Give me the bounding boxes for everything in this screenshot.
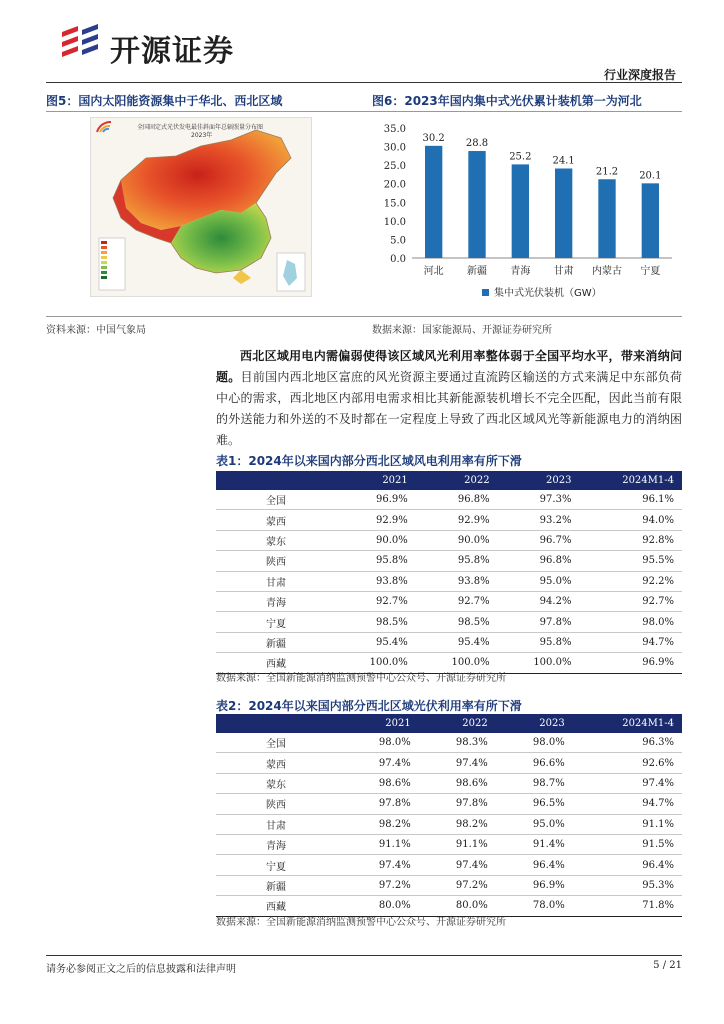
value-cell: 97.3%	[498, 490, 580, 510]
value-cell: 94.7%	[579, 632, 682, 652]
region-cell: 蒙东	[216, 530, 334, 550]
table-row	[216, 753, 682, 773]
value-cell: 92.9%	[416, 510, 498, 530]
value-cell: 96.9%	[334, 490, 416, 510]
value-cell: 96.6%	[496, 753, 573, 773]
value-cell: 96.4%	[496, 855, 573, 875]
value-cell: 90.0%	[334, 530, 416, 550]
value-cell: 96.3%	[573, 733, 682, 753]
value-cell: 100.0%	[334, 653, 416, 673]
page-number: 5 / 21	[653, 960, 682, 971]
table-row	[216, 773, 682, 793]
bar	[468, 151, 485, 258]
value-cell: 93.8%	[416, 571, 498, 591]
region-cell: 陕西	[216, 551, 334, 571]
value-cell: 90.0%	[416, 530, 498, 550]
value-cell: 92.7%	[334, 591, 416, 611]
value-cell: 95.3%	[573, 875, 682, 895]
region-cell: 蒙西	[216, 753, 342, 773]
region-cell: 全国	[216, 733, 342, 753]
value-cell: 95.8%	[498, 632, 580, 652]
table-row	[216, 875, 682, 895]
legend-label: 集中式光伏装机（GW）	[494, 288, 602, 299]
value-cell: 98.6%	[342, 773, 419, 793]
region-cell: 西藏	[216, 896, 342, 916]
value-cell: 92.2%	[579, 571, 682, 591]
figure-title-divider	[46, 111, 682, 112]
paragraph-lead: 西北区域用电内需偏弱使得该区域风光利用率整体弱于全国平均水平，带来消纳问题。	[216, 349, 682, 384]
bar	[425, 146, 442, 258]
y-tick-label: 35.0	[383, 124, 406, 135]
table1-source: 数据来源：全国新能源消纳监测预警中心公众号、开源证券研究所	[216, 673, 506, 684]
value-cell: 97.4%	[573, 773, 682, 793]
company-logo	[58, 22, 102, 62]
value-cell: 97.4%	[419, 753, 496, 773]
value-cell: 96.8%	[498, 551, 580, 571]
legend-swatch	[482, 289, 489, 296]
value-cell: 95.0%	[496, 814, 573, 834]
data-label: 25.2	[509, 151, 532, 163]
x-tick-label: 新疆	[467, 266, 487, 277]
value-cell: 91.4%	[496, 834, 573, 854]
table-row	[216, 834, 682, 854]
data-label: 24.1	[552, 155, 575, 167]
solar-utilization-table	[216, 714, 682, 917]
bar	[642, 183, 659, 258]
table-row	[216, 551, 682, 571]
column-header: 2022	[419, 714, 496, 733]
column-header	[216, 471, 334, 490]
column-header	[216, 714, 342, 733]
table-row	[216, 632, 682, 652]
value-cell: 92.7%	[416, 591, 498, 611]
value-cell: 97.2%	[342, 875, 419, 895]
value-cell: 98.3%	[419, 733, 496, 753]
region-cell: 新疆	[216, 875, 342, 895]
table-row	[216, 510, 682, 530]
region-cell: 全国	[216, 490, 334, 510]
value-cell: 98.2%	[342, 814, 419, 834]
y-tick-label: 10.0	[383, 216, 406, 228]
solar-resource-map	[90, 117, 312, 297]
value-cell: 98.0%	[342, 733, 419, 753]
value-cell: 96.8%	[416, 490, 498, 510]
column-header: 2023	[496, 714, 573, 733]
table-row	[216, 612, 682, 632]
value-cell: 98.7%	[496, 773, 573, 793]
value-cell: 96.9%	[579, 653, 682, 673]
data-label: 30.2	[422, 132, 445, 144]
value-cell: 91.1%	[573, 814, 682, 834]
paragraph-text: 目前国内西北地区富庶的风光资源主要通过直流跨区输送的方式来满足中东部负荷中心的需求，西北地区内部用电需求相比其新能源装机增长不完全匹配，因此当前有限的外送能力和外送的不及时都在一定程度上导致了西北区域风光等新能源电力的消纳困难。	[216, 370, 682, 447]
data-label: 21.2	[595, 166, 619, 178]
column-header: 2021	[342, 714, 419, 733]
x-tick-label: 内蒙古	[592, 266, 622, 277]
header-divider	[46, 82, 682, 83]
value-cell: 100.0%	[498, 653, 580, 673]
footer-disclaimer: 请务必参阅正文之后的信息披露和法律声明	[46, 964, 236, 975]
value-cell: 98.0%	[496, 733, 573, 753]
y-tick-label: 25.0	[383, 161, 406, 173]
value-cell: 92.6%	[573, 753, 682, 773]
value-cell: 98.5%	[416, 612, 498, 632]
value-cell: 96.4%	[573, 855, 682, 875]
figure5-source: 资料来源：中国气象局	[46, 325, 146, 336]
value-cell: 91.1%	[419, 834, 496, 854]
body-paragraph	[216, 346, 682, 451]
y-tick-label: 5.0	[390, 235, 406, 247]
x-tick-label: 河北	[423, 266, 444, 277]
table-row	[216, 591, 682, 611]
map-heading: 全国固定式光伏发电最佳斜面年总辐照量分布图	[137, 124, 264, 131]
region-cell: 宁夏	[216, 612, 334, 632]
value-cell: 97.8%	[342, 794, 419, 814]
figure6-title: 图6：2023年国内集中式光伏累计装机第一为河北	[372, 94, 642, 108]
brand-name: 开源证券	[110, 34, 234, 69]
value-cell: 96.9%	[496, 875, 573, 895]
region-cell: 新疆	[216, 632, 334, 652]
value-cell: 97.4%	[342, 855, 419, 875]
table-row	[216, 530, 682, 550]
value-cell: 94.2%	[498, 591, 580, 611]
value-cell: 100.0%	[416, 653, 498, 673]
value-cell: 98.0%	[579, 612, 682, 632]
region-cell: 西藏	[216, 653, 334, 673]
footer-divider	[46, 955, 682, 956]
region-cell: 青海	[216, 591, 334, 611]
region-cell: 蒙东	[216, 773, 342, 793]
region-cell: 蒙西	[216, 510, 334, 530]
value-cell: 96.1%	[579, 490, 682, 510]
region-cell: 甘肃	[216, 814, 342, 834]
value-cell: 97.4%	[342, 753, 419, 773]
column-header: 2021	[334, 471, 416, 490]
column-header: 2024M1-4	[579, 471, 682, 490]
y-tick-label: 0.0	[390, 254, 406, 265]
table-row	[216, 490, 682, 510]
value-cell: 94.7%	[573, 794, 682, 814]
value-cell: 92.9%	[334, 510, 416, 530]
region-cell: 甘肃	[216, 571, 334, 591]
table2-source: 数据来源：全国新能源消纳监测预警中心公众号、开源证券研究所	[216, 917, 506, 928]
value-cell: 93.2%	[498, 510, 580, 530]
value-cell: 96.5%	[496, 794, 573, 814]
value-cell: 71.8%	[573, 896, 682, 916]
bar	[555, 168, 572, 258]
figure5-title: 图5：国内太阳能资源集中于华北、西北区域	[46, 94, 283, 108]
value-cell: 94.0%	[579, 510, 682, 530]
value-cell: 98.2%	[419, 814, 496, 834]
y-tick-label: 15.0	[383, 198, 406, 210]
value-cell: 97.4%	[419, 855, 496, 875]
bar	[598, 179, 615, 258]
table1-title: 表1：2024年以来国内部分西北区域风电利用率有所下滑	[216, 454, 522, 468]
value-cell: 98.5%	[334, 612, 416, 632]
figure6-source: 数据来源：国家能源局、开源证券研究所	[372, 325, 552, 336]
x-tick-label: 宁夏	[640, 266, 661, 277]
value-cell: 95.5%	[579, 551, 682, 571]
data-label: 28.8	[465, 138, 489, 150]
table-row	[216, 814, 682, 834]
x-tick-label: 青海	[510, 266, 531, 277]
value-cell: 80.0%	[419, 896, 496, 916]
value-cell: 97.2%	[419, 875, 496, 895]
value-cell: 92.8%	[579, 530, 682, 550]
value-cell: 91.1%	[342, 834, 419, 854]
value-cell: 95.8%	[416, 551, 498, 571]
wind-utilization-table	[216, 471, 682, 674]
value-cell: 92.7%	[579, 591, 682, 611]
y-tick-label: 20.0	[383, 179, 406, 191]
region-cell: 陕西	[216, 794, 342, 814]
figure-bottom-divider	[46, 316, 682, 317]
table2-title: 表2：2024年以来国内部分西北区域光伏利用率有所下滑	[216, 699, 522, 713]
installed-capacity-chart	[372, 118, 682, 312]
bar	[512, 164, 529, 258]
value-cell: 91.5%	[573, 834, 682, 854]
value-cell: 78.0%	[496, 896, 573, 916]
value-cell: 95.4%	[334, 632, 416, 652]
column-header: 2022	[416, 471, 498, 490]
data-label: 20.1	[639, 170, 662, 182]
map-year: 2023年	[191, 132, 213, 139]
value-cell: 95.0%	[498, 571, 580, 591]
value-cell: 95.8%	[334, 551, 416, 571]
report-type: 行业深度报告	[603, 68, 676, 82]
table-row	[216, 571, 682, 591]
value-cell: 97.8%	[419, 794, 496, 814]
table-row	[216, 794, 682, 814]
region-cell: 宁夏	[216, 855, 342, 875]
table-row	[216, 733, 682, 753]
value-cell: 95.4%	[416, 632, 498, 652]
value-cell: 96.7%	[498, 530, 580, 550]
column-header: 2023	[498, 471, 580, 490]
x-tick-label: 甘肃	[553, 266, 574, 277]
value-cell: 98.6%	[419, 773, 496, 793]
region-cell: 青海	[216, 834, 342, 854]
column-header: 2024M1-4	[573, 714, 682, 733]
value-cell: 93.8%	[334, 571, 416, 591]
value-cell: 97.8%	[498, 612, 580, 632]
value-cell: 80.0%	[342, 896, 419, 916]
table-row	[216, 855, 682, 875]
y-tick-label: 30.0	[383, 142, 406, 154]
